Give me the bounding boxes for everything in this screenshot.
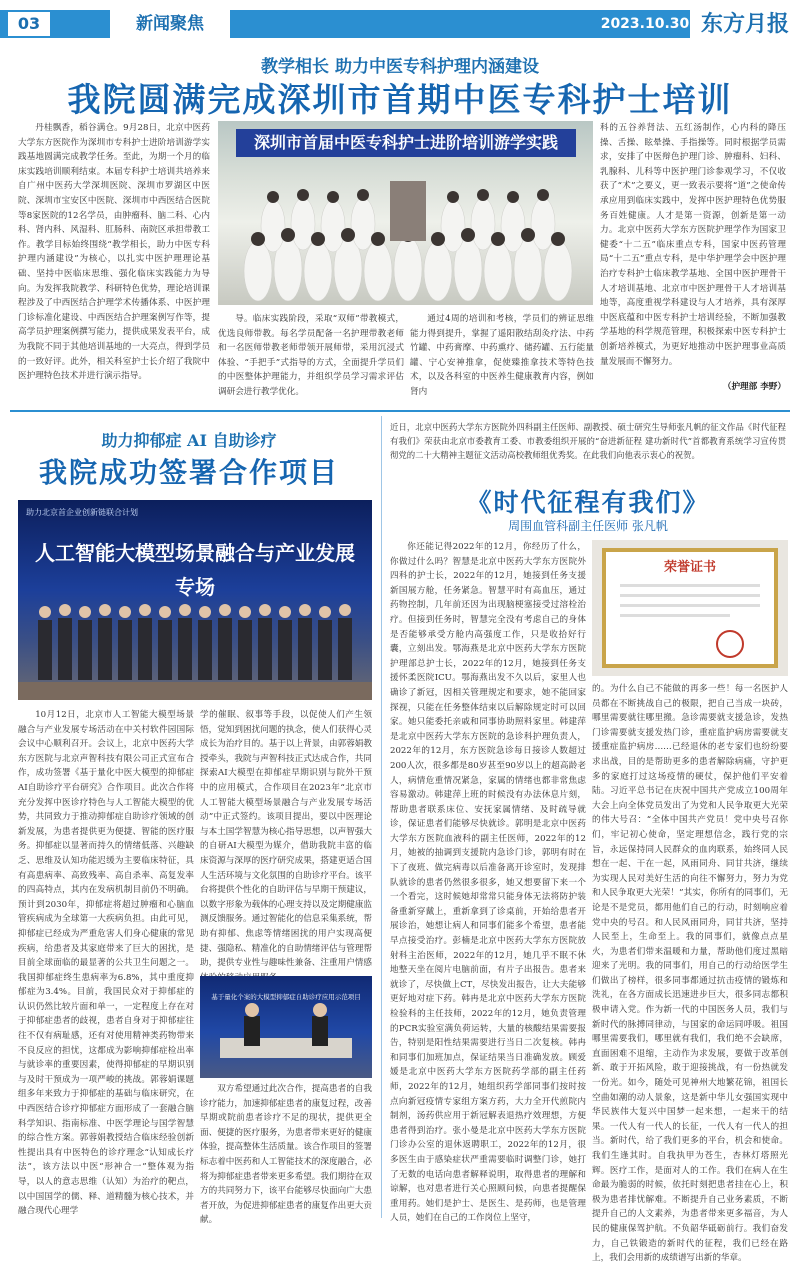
page-header <box>0 0 800 50</box>
photo-banner-top: 助力北京首企业创新链联合计划 <box>26 508 138 517</box>
section-divider <box>10 410 790 412</box>
photo-banner: 人工智能大模型场景融合与产业发展专场 <box>35 541 355 599</box>
article1-col1: 丹桂飘香，稻谷满仓。9月28日，北京中医药大学东方医院作为深圳市专科护士进阶培训游学实践基地圆满完成教学任务。至此，为期一个月的临床实践培训顺利结束。本届专科护士培训共培养来自广州中医药大学深圳医院、深圳市罗湖区中医院、深圳市宝安区中医院、深圳市中西医结合医院等8家医院的12名学员，由肿瘤科、脑二科、心内科、肾内科、风湿科、肛肠科、南院区承担带教工作。教学目标始终围绕“教学相长，助力中医专科护理内涵建设”为核心，以扎实中医护理理论基础、坚持中医临床思维、强化临床实践能力为导向。为发挥我院教学、科研特色优势，理论培训课程涉及了中西医结合护理学术传播体系、中医护理门诊标准化建设、中西医结合护理案例写作等，提高学员护理案例撰写能力，提供成果发表平台，成为我院不同于其他培训基地的一大亮点，得到学员的一致好评。此外，相关科室护士长介绍了我院中医护理特色技术并进行演示指导。 <box>18 123 210 382</box>
article3-col2: 的。为什么自己不能做的再多一些！每一名医护人员都在不断挑战自己的极限，把自己当成一块砖，哪里需要就往哪里搬。急诊需要就支援急诊，发热门诊需要就支援发热门诊，重症监护病房需要就支援重症监护病房……已经退休的老专家们也纷纷要求出战，目的是帮助更多的患者解除病痛，守护更多的家庭打过这场疫情的硬仗，保护他们平安着陆。习近平总书记在庆祝中国共产党成立100周年大会上向全体党员发出了为党和人民争取更大光荣的伟大号召：“全体中国共产党员！党中央号召你们，牢记初心使命，坚定理想信念，践行党的宗旨，永远保持同人民群众的血肉联系，始终同人民想在一起、干在一起，风雨同舟、同甘共济，继续为实现人民对美好生活的向往不懈努力，努力为党和人民争取更大光荣！”其实，你所有的同事们，无论是不是党员，都用他们自己的行动，时刻响应着党中央的号召。和人民风雨同舟，同甘共济，坚持人民至上，生命至上。我的同事们，就像点点星火，为患者们带来温暖和力量，帮助他们度过黑暗迎来了光明。我的同事们，用自己的行动给医学生们做出了榜样，很多同事都通过抗击疫情的锻炼和洗礼，在各方面成长迅速进步巨大，很多同志都积极申请入党。作为新一代的中国医务人员，我们与新时代的脉搏同律动，与国家的命运同呼吸。祖国哪里需要我们，哪里就有我们，我们绝不会缺席，直面困难不退缩，主动作为求发展，要做于改革创新、敢于开拓风险，敢于迎接挑战，有一份热就发一份光。如今，随处可见神州大地繁花锦，祖国长空曲如潮的动人景象，这是新中华儿女强国实现中华民族伟大复兴中国梦一起来想，一起来干的结果。一代人有一代人的长征，一代人有一代人的担当。新时代，给了我们更多的平台，机会和使命。我们生逢其时。自我执甲为苍生，杏林灯塔照光辉。医疗工作，是面对人的工作。我们在病人在生命最为脆弱的时候，依托时刻把患者挂在心上，积极为患者排忧解难。不断提升自己业务素质，不断提升自己的人文素养，为患者带来更多福音，为人民的健康保驾护航。不负韶华砥砺前行。我们奋发力，自己铁锻造的新时代的征程，我们已经在路上，我们会用新的成绩谱写出新的华章。 <box>592 684 788 1264</box>
article2-col1: 10月12日，北京市人工智能大模型场景融合与产业发展专场活动在中关村软件园国际会议中心顺利召开。会议上，北京中医药大学东方医院与北京声智科技有限公司正式宣布合作，成功签署《基于量化中医大模型的抑郁症AI自助诊疗平台研究》合作项目。此次合作将充分发挥中医诊疗特色与人工智能大模型的优势，共同致力于推动抑郁症自助诊疗领域的创新发展，为患者提供更为便捷、智能的医疗服务。抑郁症以显著而持久的情绪低落、兴趣缺乏、思维及认知功能迟缓为主要临床特征，具有高患病率、高致残率、高自杀率、高复发率的四高特点，其内在发病机制目前仍不明确。预计到2030年，抑郁症将超过肿瘤和心脑血管疾病成为全球第一大疾病负担。由此可见，抑郁症已经成为严重危害人们身心健康的常见疾病，给患者及其家庭带来了巨大的困扰，是目前全球面临的最显著的公共卫生问题之一。我国抑郁症终生患病率为6.8%，其中重度抑郁症为3.4%。目前，我国民众对于抑郁症的认识仍然比较片面和单一，一定程度上存在对于抑郁症患者的歧视，患者自身对于抑郁症往往不仅有病耻感，还有对使用精神类药物带来不良反应的担忧，这都成为影响抑郁症检出率与就诊率的重要因素，使得抑郁症的早期识别与及时干预成为一项严峻的挑战。郭蓉娟课题组多年来致力于抑郁症的基础与临床研究，在中西医结合诊疗抑郁症方面形成了一套融合脑科学知识、指南标准、中医学理论与国学智慧的综合性方案。郭蓉娟教授结合临床经验创新性提出具有中医特色的诊疗理念“认知成长疗法”，该方法以中医“形神合一”整体观为指导，以人的意志思维（认知）为治疗的靶点，以中国国学的儒、释、道精髓为核心技术，并融合现代心理学 <box>18 710 194 1217</box>
article3-title: 《时代征程有我们》 <box>466 488 710 517</box>
conference-figures <box>18 500 372 700</box>
issue-date: 2023.10.30 <box>600 16 690 32</box>
article2-col2b: 双方希望通过此次合作，提高患者的自我诊疗能力，加速抑郁症患者的康复过程，改善早期或院前患者诊疗不足的现状，提供更全面、便捷的医疗服务，为患者带来更好的健康体验，提高整体生活质量。该合作项目的签署标志着中医药和人工智能技术的深度融合，必将为抑郁症患者带来更多希望。我们期待在双方的共同努力下，该平台能够尽快面向广大患者开放，为促进抑郁症患者的康复作出更大贡献。 <box>200 1084 372 1226</box>
signing-photo-caption: 基于量化个案的大模型抑郁症自助诊疗应用示范项目 <box>211 993 361 1001</box>
article2-subtitle: 助力抑郁症 AI 自助诊疗 <box>101 431 277 450</box>
article3-col1: 你还能记得2022年的12月，你经历了什么，你做过什么吗？智慧是北京中医药大学东方医院外四科的护士长，2022年的12月，她接到任务支援新国展方舱，任务紧急。智慧平时有高血压，通过药物控制，几年前还因为出现脑梗塞接受过溶栓治疗。但接到任务时，智慧完全没有考虑自己的身体是否能够承受方舱内高强度工作，只是收拾好行囊，立刻出发。鄂海燕是北京中医药大学东方医院护理部总护士长，2022年的12月，她接到任务支援怀柔医院ICU。鄂海燕出发不久以后，家里人也确诊了新冠，因相关管理规定和要求，她不能回家探视，只能在任务整体结束以后解除规定时可以回家。她只能委托亲戚和同事协助照料家里。韩建萍是北京中医药大学东方医院的急诊科护理负责人，2022年的12月，东方医院急诊每日接诊人数超过200人次，很多都是80岁甚至90岁以上的超高龄老人，病情危重情况紧急，家属的情绪也都非常焦虑容易激动。韩建萍上班的时候没有办法休息片刻，帮助患者联系床位、安抚家属情绪、及时疏导就诊，保证患者们能够尽快就诊。郭明是北京中医药大学东方医院血液科的副主任医师，2022年的12月，她被的抽调到支援院内急诊门诊，郭明有时在下了夜班、做完病毒以后准备离开诊室时，发现排队就诊的患者仍然很多很多，她又想要留下来一个一个看完，这时候她却常常只能身体无法将防护装备重新穿戴上，重新拿到了诊桌前，开始给患者开展诊治，她想让病人和同事们能多个希望，患者能早点接受治疗。彭楠是北京中医药大学东方医院放射科主治医师，2022年的12月，她几乎不眠不休地整天坐在阅片电脑前面，有片子出报告。患者来就诊了，尽快做上CT，尽快发出报告，让大夫能够更好地对症下药。韩冉是北京中医药大学东方医院检验科的主任技师，2022年的12月，她负责管理的PCR实验室满负荷运转，大量的核酸结果需要报告，特别是阳性结果需要进行当日二次复核。韩冉和同事们加班加点，保证结果当日准确发放。顾爱媛是北京中医药大学东方医院药学部的副主任药师，2022年的12月，她组织药学部同事们按时按点向新冠疫情专家组方案方药，大力全开代煎院内制剂，汤药供应用于新冠解表退热疗效理想，方便患者得到治疗。张小曼是北京中医药大学东方医院门诊办公室的退休返聘职工，2022年的12月，很多医生由于感染症状严重需要临时调整门诊，她打了无数的电话向患者解释说明，取得患者的理解和谅解，也对患者进行关心照顾问候，向患者提醒保重用药。她们是护士、是医生、是药师，也是管理人员，她们在自己的工作岗位上坚守， <box>390 542 586 1224</box>
column-divider <box>381 416 382 1218</box>
article2-photo <box>18 500 372 700</box>
honor-certificate <box>592 540 788 676</box>
article1-title: 我院圆满完成深圳市首期中医专科护士培训 <box>67 80 733 119</box>
newspaper-brand: 东方月报 <box>690 6 800 42</box>
article1-col2: 导。临床实践阶段，采取“双师”带教模式，优选良师带教。每名学员配备一名护理带教老师和一名医师带教老师带领开展师带，采用沉浸式体验、“手把手”式指导的方式，全面提升学员们的中医整体护理能力，并组织学员学习需求评估调研会进行教学优化。 <box>218 314 404 397</box>
photo-banner: 深圳市首届中医专科护士进阶培训游学实践 <box>236 129 576 157</box>
article1-author: （护理部 李野） <box>722 382 786 392</box>
article1-subtitle: 教学相长 助力中医专科护理内涵建设 <box>261 57 539 77</box>
article1-col4: 科的五谷养肾法、五红汤制作，心内科的降压操、舌操、眩晕操、手指操等。同时根据学员需求，安排了中医辩色护理门诊、肿瘤科、妇科、乳腺科、儿科等中医护理门诊参观学习，不仅收获了“术”之要义，更一致表示要将“道”之使命传承应用到临床实践中，发挥中医护理特色优势服务百姓健康。人才是第一资源，创新是第一动力。北京中医药大学东方医院护理学作为国家卫健委“十二五”临床重点专科，国家中医药管理局“十二五”重点专科，是中华护理学会中医护理治疗专科护士临床教学基地、全国中医护理骨干人才培训基地、北京市中医护理骨干人才培训基地等，高度重视学科建设与人才培养，具有深厚中医底蕴和中医专科护士培训经验，不断加强教学基地的科学规范管理，积极探索中医专科护士创新培养模式，为更好地推动中医护理事业高质量发展而不懈努力。 <box>600 123 786 367</box>
certificate-title: 荣誉证书 <box>663 560 716 575</box>
signing-figures <box>200 976 372 1078</box>
page-number: 03 <box>8 12 50 36</box>
section-title: 新闻聚焦 <box>110 10 230 38</box>
article2-col2: 学的催眠、叙事等手段，以促使人们产生领悟，觉知到困扰问题的执念，使人们获得心灵成长为治疗目的。基于以上背景，由郭蓉娟教授牵头，我院与声智科技正式达成合作，共同探索AI大模型在抑郁症早期识别与院外干预中的应用模式，合作项目在2023年“北京市人工智能大模型场景融合与产业发展专场活动”中正式签约。该项目提出，要以中医理论与本土国学智慧为核心指导思想，以声智强大的自研AI大模型为媒介，借助我院丰富的临床资源与深厚的医疗研究成果，搭建更适合国人生活环境与文化氛围的自助诊疗平台。该平台将提供个性化的自助评估与早期干预建议，以数字形象为载体的心理支持以及定期健康监测反馈服务。通过智能化的信息采集系统，帮助有抑郁、焦虑等情绪困扰的用户实现高便捷、强隐私、精准化的自助情绪评估与管理帮助，提供专业性与趣味性兼备、注重用户情感 <box>200 710 372 969</box>
article1-col3: 通过4周的培训和考核，学员们的辨证思维能力得到提升，掌握了遥阳散结刮灸疗法、中药竹罐、中药膏摩、中药熏疗、储药罐、五行能量罐、宁心安神推拿，促使臻推拿技术等特色技术，以及各科室的中医养生健康教育内容，例如肾内 <box>410 314 594 397</box>
group-photo-figures <box>218 121 593 305</box>
article3-byline: 周围血管科副主任医师 张凡帆 <box>508 519 668 533</box>
article3-intro: 近日，北京中医药大学东方医院外四科副主任医师、副教授、硕士研究生导师张凡帆的征文作品《时代征程有我们》荣获由北京市委教育工委、市教委组织开展的“奋进新征程 建功新时代”首都教育系统学习宣传贯彻党的二十大精神主题征文活动高校教师组优秀奖。在此我们向他表示衷心的祝贺。 <box>390 422 786 461</box>
article2-signing-photo <box>200 976 372 1078</box>
article1-photo <box>218 121 593 305</box>
article2-title: 我院成功签署合作项目 <box>38 456 339 489</box>
seal-icon <box>716 630 744 658</box>
